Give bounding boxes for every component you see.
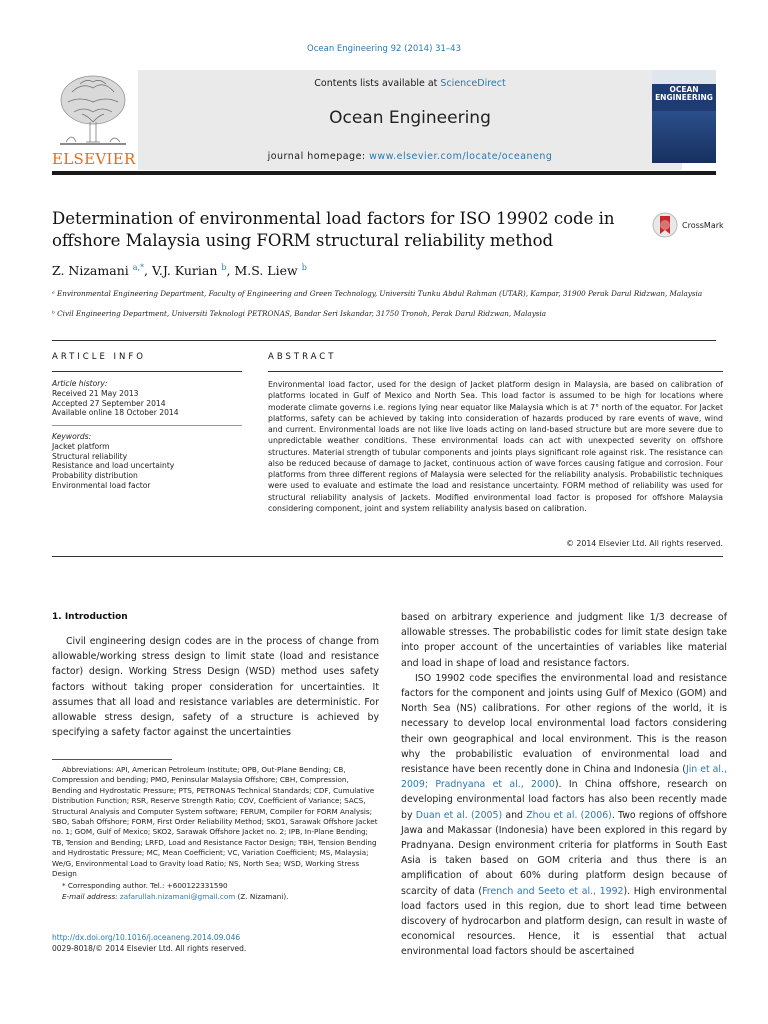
author-affiliation-marker[interactable]: b <box>221 263 227 272</box>
cover-header-band <box>652 70 716 84</box>
keyword-item: Structural reliability <box>52 451 128 461</box>
keywords <box>52 432 242 491</box>
info-bottom-divider <box>52 556 723 557</box>
journal-homepage-link[interactable]: www.elsevier.com/locate/oceaneng <box>369 151 553 162</box>
abstract-heading: ABSTRACT <box>268 352 337 362</box>
journal-cover-image[interactable] <box>652 70 716 163</box>
history-item: Received 21 May 2013 <box>52 388 139 398</box>
journal-title: Ocean Engineering <box>329 108 491 128</box>
issn-line: 0029-8018/© 2014 Elsevier Ltd. All rights reserved. <box>52 944 247 953</box>
elsevier-tree-icon <box>52 70 134 150</box>
contents-line <box>138 78 682 89</box>
cover-artwork <box>652 111 716 163</box>
history-divider <box>52 425 242 426</box>
email-link[interactable]: zafarullah.nizamani@gmail.com <box>119 891 236 901</box>
email-footnote <box>52 892 379 902</box>
homepage-line <box>138 151 682 162</box>
journal-reference[interactable]: Ocean Engineering 92 (2014) 31–43 <box>307 44 461 54</box>
article-info-divider <box>52 371 242 372</box>
abstract-body: Environmental load factor, used for the design of Jacket platform design in Malaysia, are based on calibration of platforms located in Gulf of Mexico and North Sea. This load factor is assumed to be high for locations where moderate climate governs i.e. regions lying near equator like Malaysia which is at 7° north of the equator. For Jacket platforms, safety can be achieved by taking into consideration of hazards produced by rare events of wave, wind and current. Environmental loads are not like live loads acting on land-based structure but are more severe due to unpredictable weather conditions. These environmental loads can act with unexpected severity on offshore structures. Material strength of tubular components and joints plays significant role against risk. The resistance can also be reduced because of damage to Jacket, continuous action of wave forces causing fatigue and corrosion. Four platforms from three different regions of Malaysia were selected for the reliability analysis. Probabilistic techniques were used to evaluate and estimate the load and resistance uncertainty. FORM method of reliability was used for structural reliability analysis of Jackets. Modified environmental load factor is proposed for offshore Malaysia considering component, joint and system reliability analysis based on calibration. <box>268 380 723 513</box>
history-label: Article history: <box>52 379 108 388</box>
sciencedirect-link[interactable]: ScienceDirect <box>440 78 506 89</box>
author-list <box>52 263 307 278</box>
email-suffix: (Z. Nizamani). <box>235 891 289 901</box>
author-affiliation-marker[interactable]: a,* <box>132 263 145 272</box>
affiliation: ᵃ Environmental Engineering Department, Faculty of Engineering and Green Technology, Universiti Tunku Abdul Rahman (UTAR), Kampar, 31900 Perak Darul Ridzwan, Malaysia <box>52 289 703 298</box>
body-column-left <box>52 634 379 740</box>
cover-title <box>652 86 716 102</box>
paragraph <box>401 671 727 960</box>
author-name[interactable]: V.J. Kurian <box>152 263 218 279</box>
masthead-banner <box>138 70 682 170</box>
author-name[interactable]: M.S. Liew <box>234 263 298 279</box>
paragraph-text: ). In China offshore, research on developing environmental load factors has also been recently made by <box>401 779 727 821</box>
article-info-heading: ARTICLE INFO <box>52 352 146 362</box>
citation-link[interactable]: Duan et al. (2005) <box>415 809 503 821</box>
body-column-right <box>401 610 727 960</box>
paragraph-text: . Two regions of offshore Jawa and Makassar (Indonesia) have been explored in this regard by Pradnyana. Design environment criteria for platforms in South East Asia is taken based on GOM criteria and thus there is an amplification of about 60% during platform design because of scarcity of data ( <box>401 809 727 897</box>
citation-link[interactable]: Jin et al., 2009; Pradnyana et al., 2000 <box>401 764 727 791</box>
doi-block <box>52 932 246 954</box>
keyword-item: Environmental load factor <box>52 480 151 490</box>
author-separator: , <box>144 263 152 279</box>
footnote-divider <box>52 759 172 760</box>
keywords-label: Keywords: <box>52 432 92 441</box>
affiliation: ᵇ Civil Engineering Department, Universiti Teknologi PETRONAS, Bandar Seri Iskandar, 31750 Tronoh, Perak Darul Ridzwan, Malaysia <box>52 309 547 318</box>
history-item: Accepted 27 September 2014 <box>52 398 166 408</box>
contents-prefix: Contents lists available at <box>314 78 441 89</box>
info-top-divider <box>52 340 716 341</box>
corresponding-author-footnote: * Corresponding author. Tel.: +600122331590 <box>62 881 228 891</box>
introduction-heading: 1. Introduction <box>52 612 128 622</box>
author-name[interactable]: Z. Nizamani <box>52 263 129 279</box>
article-title: Determination of environmental load factors for ISO 19902 code in offshore Malaysia using FORM structural reliability method <box>52 209 615 250</box>
crossmark-label: CrossMark <box>682 221 724 230</box>
keyword-item: Probability distribution <box>52 471 138 481</box>
homepage-prefix: journal homepage: <box>267 151 370 162</box>
author-affiliation-marker[interactable]: b <box>301 263 307 272</box>
citation-link[interactable]: Zhou et al. (2006) <box>526 809 612 821</box>
article-history <box>52 379 242 418</box>
history-item: Available online 18 October 2014 <box>52 408 179 418</box>
paragraph: Civil engineering design codes are in the process of change from allowable/working stress design to limit state (load and resistance factor) design. Working Stress Design (WSD) method uses safety factors without taking proper consideration for uncertainties. It assumes that all load and resistance variables are deterministic. For allowable stress design, safety of a structure is achieved by specifying a safety factor against the uncertainties <box>52 636 379 739</box>
citation-link[interactable]: French and Seeto et al., 1992 <box>482 885 624 897</box>
footnotes <box>52 765 379 902</box>
paragraph-text: ISO 19902 code specifies the environmental load and resistance factors for the component and joints using Gulf of Mexico (GOM) and North Sea (NS) calibrations. For other regions of the world, it is necessary to develop local environmental load factors considering their own geographical and local environment. This is the reason why the probabilistic evaluation of environmental load and resistance have been recently done in China and Indonesia ( <box>401 672 727 776</box>
cover-title-line2: ENGINEERING <box>655 93 713 102</box>
publisher-name: ELSEVIER <box>52 150 136 168</box>
crossmark-icon <box>652 212 678 240</box>
abstract-divider <box>268 371 723 372</box>
author-separator: , <box>226 263 235 279</box>
keyword-item: Jacket platform <box>52 441 110 451</box>
cover-title-line1: OCEAN <box>669 85 699 94</box>
doi-link[interactable]: http://dx.doi.org/10.1016/j.oceaneng.2014.09.046 <box>52 933 241 942</box>
abstract-copyright: © 2014 Elsevier Ltd. All rights reserved. <box>566 539 723 548</box>
elsevier-logo[interactable] <box>52 70 134 170</box>
abbreviations-footnote: Abbreviations: API, American Petroleum Institute; OPB, Out-Plane Bending; CB, Compression and bending; PMO, Peninsular Malaysia Offshore; CBH, Compression, Bending and Hydrostatic Pressure; PTS, PETRONAS Technical Standards; CDF, Cumulative Distribution Function; RSR, Reserve Strength Ratio; COV, Coefficient of Variance; SACS, Structural Analysis and Computer System software; FERUM, Compiler for FORM Analysis; SBO, Sabah Offshore; FORM, First Order Reliability Method; SKO1, Sarawak Offshore Jacket no. 1; GOM, Gulf of Mexico; SKO2, Sarawak Offshore Jacket no. 2; IPB, In-Plane Bending; TB, Tension and Bending; LRFD, Load and Resistance Factor Design; TBH, Tension Bending and Hydrostatic Pressure; MC, Mean Coefficient; VC, Variation Coefficient; MS, Malaysia; We/G, Environmental Load to Gravity load Ratio; NS, North Sea; WSD, Working Stress Design <box>52 765 378 879</box>
keyword-item: Resistance and load uncertainty <box>52 461 175 471</box>
paragraph: based on arbitrary experience and judgment like 1/3 decrease of allowable stresses. The probabilistic codes for limit state design take into proper account of the uncertainties of variables like material and load in shape of load and resistance factors. <box>401 612 727 669</box>
paragraph-text: ). High environmental load factors used in this region, due to short lead time between discovery of hydrocarbon and platform design, can result in waste of economical resources. Hence, it is essential that actual environmental load factors should be ascertained <box>401 885 727 958</box>
paragraph-text: and <box>502 809 527 821</box>
masthead-divider <box>52 171 716 175</box>
email-label: E-mail address: <box>62 891 120 901</box>
journal-masthead <box>52 70 716 170</box>
